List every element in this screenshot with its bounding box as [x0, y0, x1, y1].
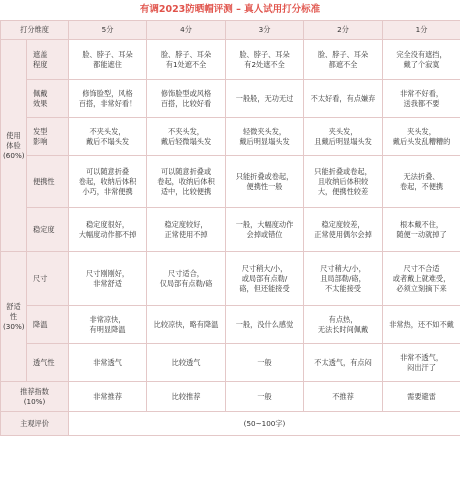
- score-cell: 非常不好看， 送我都不要: [383, 80, 460, 118]
- score-cell: 一般，大幅度动作 会掉或错位: [226, 208, 304, 252]
- score-cell: 不太好看，有点嫌弃: [304, 80, 383, 118]
- score-cell: 脸、脖子、耳朵 都能遮住: [69, 40, 147, 80]
- score-cell: 修饰脸型或风格 百搭，比较好看: [147, 80, 226, 118]
- category-experience: 使用 体验 (60%): [1, 40, 27, 252]
- subjective-row: [1, 412, 460, 436]
- score-cell: 一般般，无功无过: [226, 80, 304, 118]
- table-row: [1, 118, 460, 156]
- score-cell: 根本戴不住， 随便一动就掉了: [383, 208, 460, 252]
- recommend-cell: 需要避雷: [383, 382, 460, 412]
- score-cell: 完全没有遮挡， 戴了个寂寞: [383, 40, 460, 80]
- table-row: [1, 306, 460, 344]
- score-cell: 尺寸稍大/小， 或局部有点勒/ 硌，但还能接受: [226, 252, 304, 306]
- row-label: 降温: [27, 306, 69, 344]
- score-cell: 有点热， 无法长时间佩戴: [304, 306, 383, 344]
- header-row: [1, 21, 460, 40]
- header-dimension: 打分维度: [1, 21, 69, 40]
- score-cell: 稳定度较差， 正常使用偶尔会掉: [304, 208, 383, 252]
- recommend-label: 推荐指数 (10%): [1, 382, 69, 412]
- subjective-note: (50~100字): [69, 412, 460, 436]
- table-row: [1, 344, 460, 382]
- score-cell: 稳定度很好， 大幅度动作都不掉: [69, 208, 147, 252]
- score-cell: 非常凉快， 有明显降温: [69, 306, 147, 344]
- row-label: 透气性: [27, 344, 69, 382]
- score-cell: 脸、脖子、耳朵 有1处遮不全: [147, 40, 226, 80]
- table-row: [1, 252, 460, 306]
- table-row: [1, 40, 460, 80]
- score-cell: 尺寸适合， 仅局部有点勒/硌: [147, 252, 226, 306]
- score-cell: 尺寸不合适 或者戴上就难受， 必须立刻摘下来: [383, 252, 460, 306]
- score-cell: 稳定度较好， 正常使用不掉: [147, 208, 226, 252]
- table-row: [1, 208, 460, 252]
- recommend-cell: 比较推荐: [147, 382, 226, 412]
- score-cell: 比较凉快，略有降温: [147, 306, 226, 344]
- score-cell: 不夹头发， 戴后轻微塌头发: [147, 118, 226, 156]
- score-cell: 只能折叠或卷起， 且收纳后体积较 大，便携性较差: [304, 156, 383, 208]
- score-cell: 非常透气: [69, 344, 147, 382]
- score-cell: 尺寸稍大/小， 且局部勒/硌， 不太能接受: [304, 252, 383, 306]
- row-label: 发型 影响: [27, 118, 69, 156]
- row-label: 稳定度: [27, 208, 69, 252]
- recommend-cell: 非常推荐: [69, 382, 147, 412]
- scoring-table: [0, 20, 460, 436]
- header-score-1: 1分: [383, 21, 460, 40]
- score-cell: 夹头发， 且戴后明显塌头发: [304, 118, 383, 156]
- score-cell: 修饰脸型，风格 百搭，非常好看！: [69, 80, 147, 118]
- score-cell: 可以随意折叠 卷起，收纳后体积 小巧，非常便携: [69, 156, 147, 208]
- score-cell: 一般，没什么感觉: [226, 306, 304, 344]
- recommend-cell: 不推荐: [304, 382, 383, 412]
- header-score-5: 5分: [69, 21, 147, 40]
- score-cell: 尺寸刚刚好， 非常舒适: [69, 252, 147, 306]
- score-cell: 夹头发， 戴后头发乱糟糟的: [383, 118, 460, 156]
- header-score-4: 4分: [147, 21, 226, 40]
- recommend-cell: 一般: [226, 382, 304, 412]
- row-label: 便携性: [27, 156, 69, 208]
- subjective-label: 主观评价: [1, 412, 69, 436]
- score-cell: 比较透气: [147, 344, 226, 382]
- table-row: [1, 80, 460, 118]
- table-row: [1, 156, 460, 208]
- score-cell: 轻微夹头发， 戴后明显塌头发: [226, 118, 304, 156]
- category-comfort: 舒适性 (30%): [1, 252, 27, 382]
- score-cell: 一般: [226, 344, 304, 382]
- score-cell: 无法折叠、 卷起，不便携: [383, 156, 460, 208]
- score-cell: 可以随意折叠或 卷起，收纳后体积 适中，比较便携: [147, 156, 226, 208]
- header-score-2: 2分: [304, 21, 383, 40]
- score-cell: 不夹头发， 戴后不塌头发: [69, 118, 147, 156]
- score-cell: 脸、脖子、耳朵 都遮不全: [304, 40, 383, 80]
- score-cell: 不太透气，有点闷: [304, 344, 383, 382]
- row-label: 遮盖 程度: [27, 40, 69, 80]
- score-cell: 非常热，还不如不戴: [383, 306, 460, 344]
- row-label: 佩戴 效果: [27, 80, 69, 118]
- row-label: 尺寸: [27, 252, 69, 306]
- score-cell: 只能折叠或卷起， 便携性一般: [226, 156, 304, 208]
- score-cell: 脸、脖子、耳朵 有2处遮不全: [226, 40, 304, 80]
- page-title: 有调2023防晒帽评测 – 真人试用打分标准: [139, 4, 321, 15]
- score-cell: 非常不透气， 闷出汗了: [383, 344, 460, 382]
- header-score-3: 3分: [226, 21, 304, 40]
- recommend-row: [1, 382, 460, 412]
